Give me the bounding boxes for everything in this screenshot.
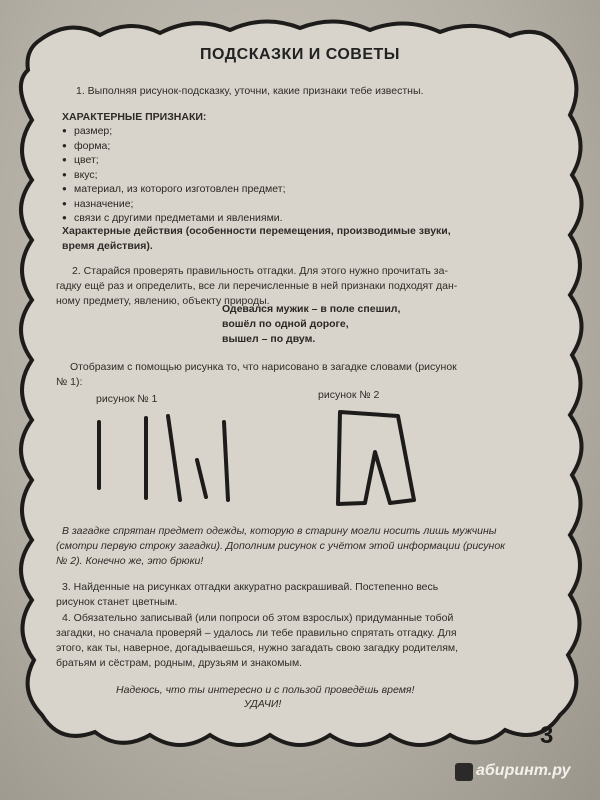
riddle-line: вышел – по двум. — [222, 333, 316, 345]
paragraph-1: 1. Выполняя рисунок-подсказку, уточни, какие признаки тебе известны. — [76, 85, 424, 97]
figure-2-label: рисунок № 2 — [318, 389, 380, 401]
watermark: абиринт.ру — [476, 762, 571, 779]
paragraph-2-line-1: 2. Старайся проверять правильность отгадки. Для этого нужно прочитать за- — [72, 265, 448, 277]
riddle-line: вошёл по одной дороге, — [222, 318, 349, 330]
riddle-line: Одевался мужик – в поле спешил, — [222, 303, 401, 315]
feature-item: ● назначение; — [62, 197, 285, 212]
paragraph-5-line-1: 4. Обязательно записывай (или попроси об этом взрослых) придуманные тобой — [62, 612, 454, 624]
feature-item: ● цвет; — [62, 153, 285, 168]
labirint-logo-icon — [455, 763, 473, 781]
paragraph-5-line-3: этого, как ты, наверное, догадываешься, нужно загадать свою загадку родителям, — [56, 642, 459, 654]
feature-item: ● вкус; — [62, 168, 285, 183]
feature-item: ● форма; — [62, 139, 285, 154]
paragraph-2-line-2: гадку ещё раз и определить, все ли перечисленные в ней признаки подходят дан- — [56, 280, 458, 292]
paragraph-5-line-4: братьям и сёстрам, родным, друзьям и знакомым. — [56, 657, 303, 669]
paragraph-3-line-2: № 1): — [56, 376, 83, 388]
feature-item: ● связи с другими предметами и явлениями. — [62, 211, 285, 226]
features-heading: ХАРАКТЕРНЫЕ ПРИЗНАКИ: — [62, 111, 207, 123]
paragraph-4-line-1: 3. Найденные на рисунках отгадки аккуратно раскрашивай. Постепенно весь — [62, 581, 439, 593]
actions-line-2: время действия). — [62, 240, 153, 252]
page-title: ПОДСКАЗКИ И СОВЕТЫ — [200, 46, 400, 63]
features-list — [62, 124, 285, 226]
feature-item: ● размер; — [62, 124, 285, 139]
figure-1-label: рисунок № 1 — [96, 393, 158, 405]
italic-line-1: В загадке спрятан предмет одежды, которую в старину могли носить лишь мужчины — [62, 525, 497, 537]
paragraph-4-line-2: рисунок станет цветным. — [56, 596, 178, 608]
italic-line-2: (смотри первую строку загадки). Дополним рисунок с учётом этой информации (рисунок — [56, 540, 506, 552]
paragraph-2-line-3: ному предмету, явлению, объекту природы. — [56, 295, 270, 307]
paragraph-3-line-1: Отобразим с помощью рисунка то, что нарисовано в загадке словами (рисунок — [70, 361, 457, 373]
feature-item: ● материал, из которого изготовлен предмет; — [62, 182, 285, 197]
riddle — [222, 302, 400, 347]
closing-line-1: Надеюсь, что ты интересно и с пользой проведёшь время! — [116, 684, 415, 696]
page-number: 3 — [540, 722, 554, 749]
paragraph-5-line-2: загадки, но сначала проверяй – удалось ли тебе правильно спрятать отгадку. Для — [56, 627, 457, 639]
italic-line-3: № 2). Конечно же, это брюки! — [56, 555, 204, 567]
actions-line-1: Характерные действия (особенности перемещения, производимые звуки, — [62, 225, 451, 237]
closing-line-2: УДАЧИ! — [244, 698, 282, 710]
